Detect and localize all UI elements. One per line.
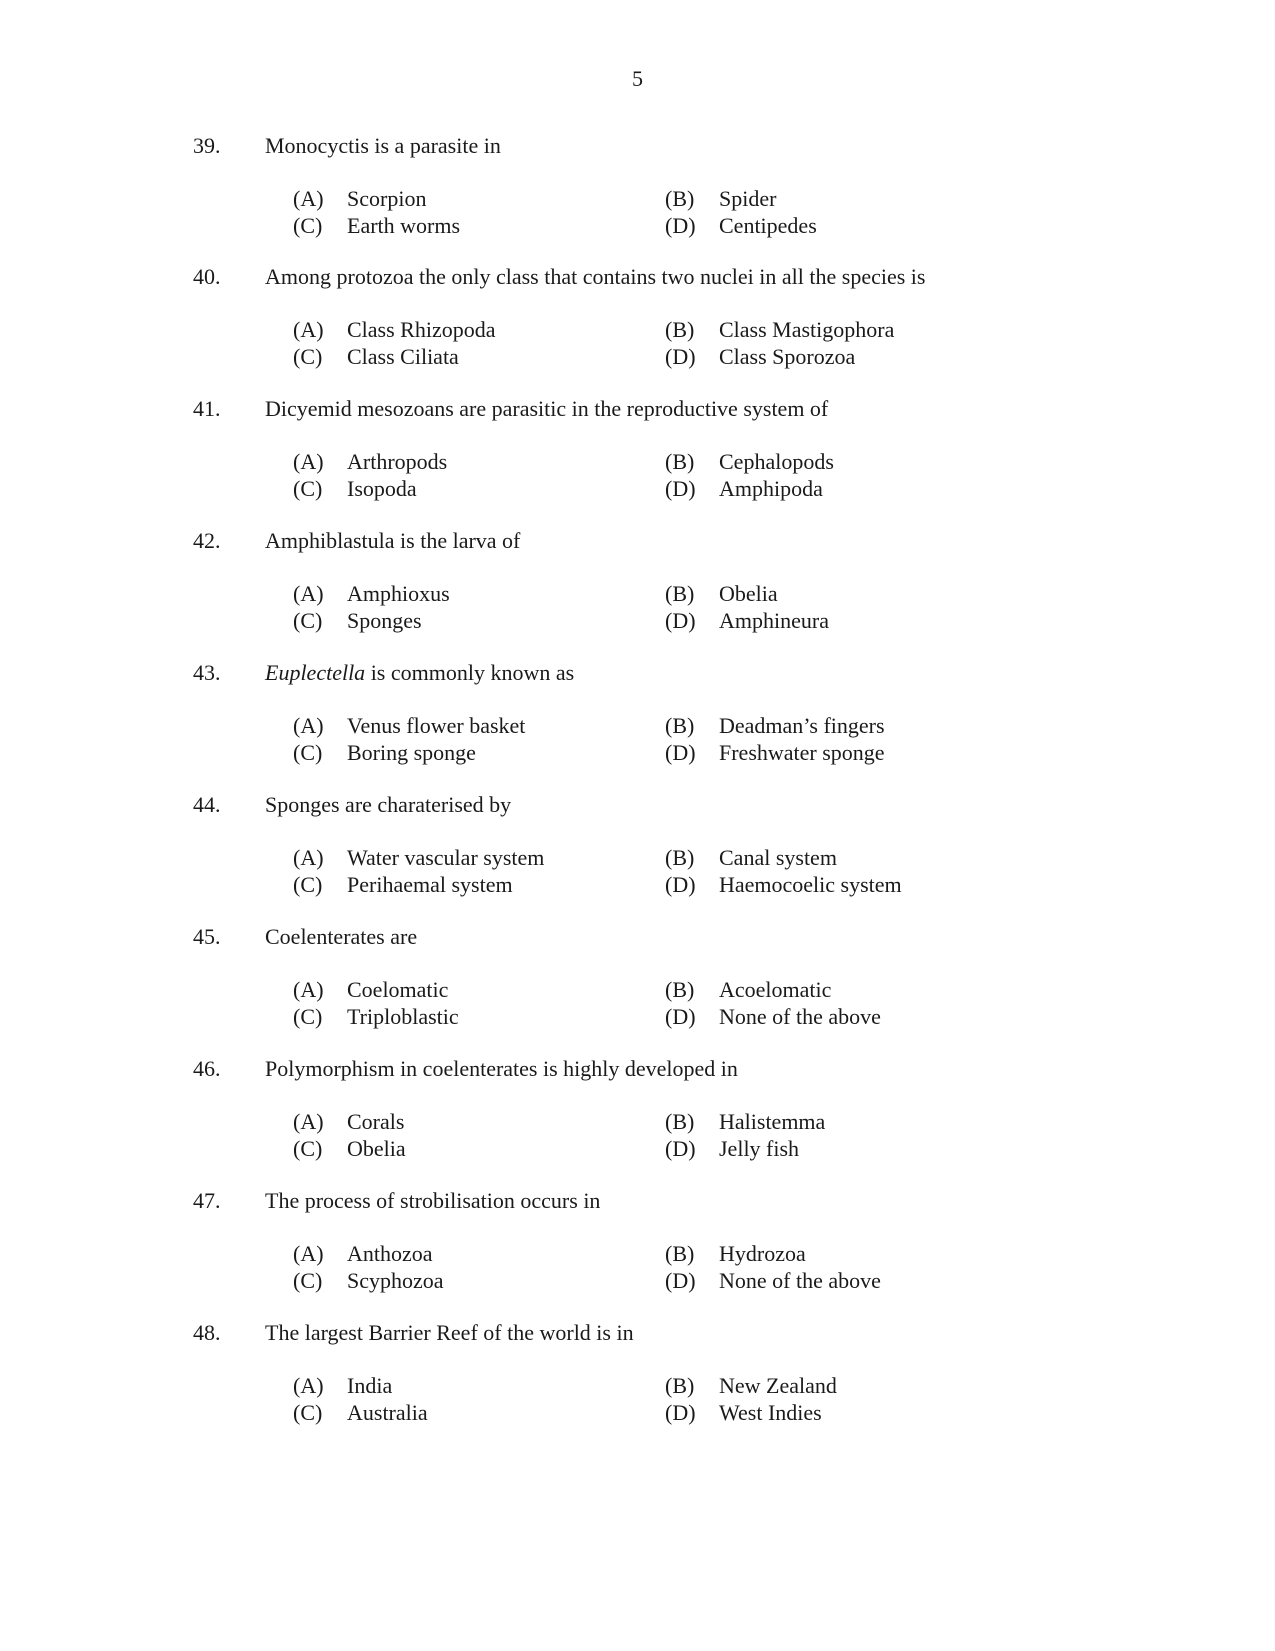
option-letter: (C) [293, 476, 323, 501]
option-text: Isopoda [347, 476, 417, 501]
question-text: Amphiblastula is the larva of [265, 528, 521, 553]
option-text: Sponges [347, 608, 422, 633]
question-text: The largest Barrier Reef of the world is in [265, 1320, 634, 1345]
option-text: Venus flower basket [347, 713, 526, 738]
question-41 [0, 396, 1275, 526]
option-letter: (B) [665, 845, 695, 870]
question-number: 39. [193, 133, 221, 158]
option-text: West Indies [719, 1400, 822, 1425]
option-letter: (B) [665, 1373, 695, 1398]
question-text-rest: is commonly known as [365, 660, 575, 685]
option-text: None of the above [719, 1004, 881, 1029]
option-letter: (B) [665, 581, 695, 606]
option-text: Amphipoda [719, 476, 823, 501]
option-letter: (D) [665, 213, 696, 238]
option-text: Amphineura [719, 608, 829, 633]
option-letter: (A) [293, 186, 324, 211]
option-letter: (A) [293, 581, 324, 606]
option-letter: (A) [293, 713, 324, 738]
question-text: Dicyemid mesozoans are parasitic in the reproductive system of [265, 396, 829, 421]
option-letter: (C) [293, 1400, 323, 1425]
option-letter: (D) [665, 1004, 696, 1029]
option-text: Hydrozoa [719, 1241, 806, 1266]
option-letter: (C) [293, 1136, 323, 1161]
option-text: Australia [347, 1400, 428, 1425]
option-text: Deadman’s fingers [719, 713, 885, 738]
option-letter: (D) [665, 740, 696, 765]
option-text: New Zealand [719, 1373, 837, 1398]
option-text: Centipedes [719, 213, 817, 238]
option-text: Triploblastic [347, 1004, 459, 1029]
option-letter: (B) [665, 1241, 695, 1266]
question-number: 41. [193, 396, 221, 421]
option-letter: (B) [665, 1109, 695, 1134]
question-text: The process of strobilisation occurs in [265, 1188, 601, 1213]
question-45 [0, 924, 1275, 1054]
question-text: Among protozoa the only class that contains two nuclei in all the species is [265, 264, 926, 289]
option-letter: (B) [665, 449, 695, 474]
option-letter: (C) [293, 344, 323, 369]
option-text: Scorpion [347, 186, 427, 211]
option-letter: (D) [665, 1268, 696, 1293]
option-text: Amphioxus [347, 581, 450, 606]
option-letter: (C) [293, 1004, 323, 1029]
question-number: 42. [193, 528, 221, 553]
question-40 [0, 264, 1275, 394]
question-46 [0, 1056, 1275, 1186]
question-number: 45. [193, 924, 221, 949]
option-text: India [347, 1373, 393, 1398]
option-text: Cephalopods [719, 449, 834, 474]
option-letter: (D) [665, 344, 696, 369]
question-text: Coelenterates are [265, 924, 418, 949]
question-text: Monocyctis is a parasite in [265, 133, 501, 158]
question-text: Sponges are charaterised by [265, 792, 512, 817]
option-letter: (A) [293, 977, 324, 1002]
option-letter: (C) [293, 740, 323, 765]
option-text: Halistemma [719, 1109, 826, 1134]
species-name: Euplectella [265, 660, 366, 685]
option-letter: (B) [665, 186, 695, 211]
option-letter: (A) [293, 1373, 324, 1398]
option-letter: (B) [665, 317, 695, 342]
option-text: Class Sporozoa [719, 344, 856, 369]
question-42 [0, 528, 1275, 658]
option-text: Class Mastigophora [719, 317, 895, 342]
option-text: Water vascular system [347, 845, 545, 870]
option-letter: (A) [293, 845, 324, 870]
option-text: Anthozoa [347, 1241, 433, 1266]
option-text: Scyphozoa [347, 1268, 444, 1293]
option-text: Haemocoelic system [719, 872, 902, 897]
option-text: Freshwater sponge [719, 740, 885, 765]
option-letter: (B) [665, 713, 695, 738]
option-text: Class Rhizopoda [347, 317, 496, 342]
question-43 [0, 660, 1275, 790]
option-letter: (D) [665, 476, 696, 501]
question-text [265, 660, 574, 686]
option-letter: (C) [293, 872, 323, 897]
option-letter: (D) [665, 1136, 696, 1161]
option-letter: (D) [665, 872, 696, 897]
question-number: 47. [193, 1188, 221, 1213]
question-number: 48. [193, 1320, 221, 1345]
question-number: 44. [193, 792, 221, 817]
option-letter: (D) [665, 1400, 696, 1425]
option-text: Earth worms [347, 213, 461, 238]
question-47 [0, 1188, 1275, 1318]
question-number: 46. [193, 1056, 221, 1081]
option-text: Arthropods [347, 449, 448, 474]
option-text: Obelia [719, 581, 778, 606]
option-letter: (B) [665, 977, 695, 1002]
option-text: Spider [719, 186, 777, 211]
option-text: Boring sponge [347, 740, 476, 765]
question-48 [0, 1320, 1275, 1450]
option-letter: (A) [293, 1109, 324, 1134]
option-text: Canal system [719, 845, 837, 870]
option-letter: (A) [293, 449, 324, 474]
option-text: Coelomatic [347, 977, 449, 1002]
option-text: Perihaemal system [347, 872, 513, 897]
option-letter: (C) [293, 1268, 323, 1293]
option-letter: (C) [293, 213, 323, 238]
option-text: Corals [347, 1109, 405, 1134]
option-letter: (C) [293, 608, 323, 633]
question-number: 40. [193, 264, 221, 289]
option-letter: (A) [293, 317, 324, 342]
page-number: 5 [632, 66, 643, 91]
question-text: Polymorphism in coelenterates is highly developed in [265, 1056, 738, 1081]
option-letter: (D) [665, 608, 696, 633]
question-44 [0, 792, 1275, 922]
option-text: Obelia [347, 1136, 406, 1161]
option-text: None of the above [719, 1268, 881, 1293]
option-text: Jelly fish [719, 1136, 800, 1161]
option-letter: (A) [293, 1241, 324, 1266]
question-39 [0, 133, 1275, 263]
option-text: Acoelomatic [719, 977, 832, 1002]
question-number: 43. [193, 660, 221, 685]
option-text: Class Ciliata [347, 344, 459, 369]
